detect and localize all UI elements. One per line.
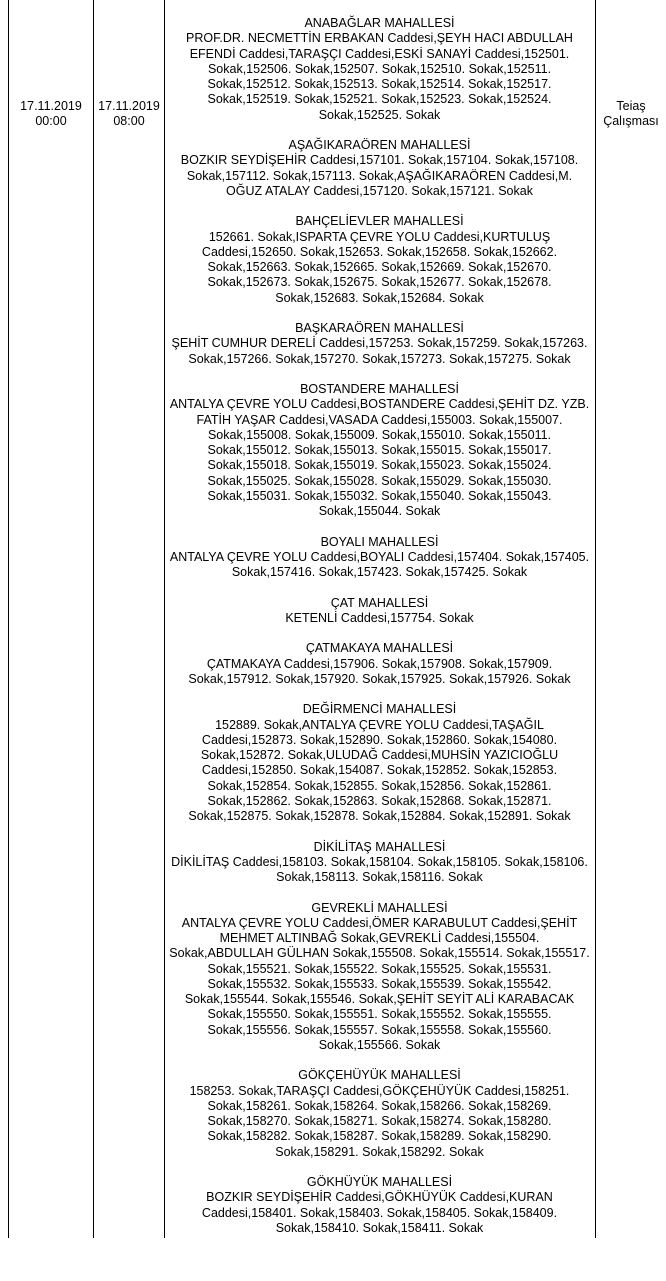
neighborhood-block — [166, 535, 593, 581]
start-time: 00:00 — [35, 114, 67, 128]
neighborhood-title: ANABAĞLAR MAHALLESİ — [304, 16, 455, 30]
neighborhood-block — [166, 901, 593, 1054]
neighborhood-block — [166, 702, 593, 824]
neighborhood-block — [166, 16, 593, 123]
neighborhood-title: DEĞİRMENCİ MAHALLESİ — [302, 702, 457, 717]
table-divider-2 — [164, 0, 165, 1238]
street-list: DİKİLİTAŞ Caddesi,158103. Sokak,158104. Sokak,158105. Sokak,158106. Sokak,158113. Sokak,158116. Sokak — [171, 854, 588, 884]
neighborhood-block — [166, 641, 593, 687]
street-list: KETENLİ Caddesi,157754. Sokak — [285, 610, 474, 625]
street-list: PROF.DR. NECMETTİN ERBAKAN Caddesi,ŞEYH HACI ABDULLAH EFENDİ Caddesi,TARAŞÇI Caddesi,ESKİ SANAYİ Caddesi,152501. Sokak,152506. Sokak,152507. Sokak,152510. Sokak,152511. Sokak,152512. Sokak,152513. Sokak,152514. Sokak,152517. Sokak,152519. Sokak,152521. Sokak,152523. Sokak,152524. Sokak,152525. Sokak — [186, 31, 573, 122]
end-date: 17.11.2019 — [98, 99, 160, 113]
street-list: BOZKIR SEYDİŞEHİR Caddesi,GÖKHÜYÜK Caddesi,KURAN Caddesi,158401. Sokak,158403. Sokak,158405. Sokak,158409. Sokak,158410. Sokak,158411. Sokak — [201, 1190, 558, 1235]
start-datetime-cell — [9, 99, 93, 129]
table-divider-3 — [595, 0, 596, 1238]
start-date: 17.11.2019 — [20, 99, 82, 113]
neighborhood-block — [166, 1068, 593, 1160]
neighborhood-block — [166, 382, 593, 519]
outage-reason: Teiaş Çalışması — [603, 99, 659, 128]
neighborhood-block — [166, 1175, 593, 1236]
neighborhood-title: GEVREKLİ MAHALLESİ — [311, 900, 448, 915]
neighborhood-block — [166, 840, 593, 886]
street-list: ANTALYA ÇEVRE YOLU Caddesi,ÖMER KARABULUT Caddesi,ŞEHİT MEHMET ALTINBAĞ Sokak,GEVREKLİ Caddesi,155504. Sokak,ABDULLAH GÜLHAN Sokak,155508. Sokak,155514. Sokak,155517. Sokak,155521. Sokak,155522. Sokak,155525. Sokak,155531. Sokak,155532. Sokak,155533. Sokak,155539. Sokak,155542. Sokak,155544. Sokak,155546. Sokak,ŞEHİT SEYİT ALİ KARABACAK Sokak,155550. Sokak,155551. Sokak,155552. Sokak,155555. Sokak,155556. Sokak,155557. Sokak,155558. Sokak,155560. Sokak,155566. Sokak — [169, 915, 590, 1052]
street-list: ÇATMAKAYA Caddesi,157906. Sokak,157908. Sokak,157909. Sokak,157912. Sokak,157920. Sokak,157925. Sokak,157926. Sokak — [188, 656, 571, 686]
neighborhood-block — [166, 596, 593, 627]
table-border-left — [8, 0, 9, 1238]
neighborhood-title: ÇATMAKAYA MAHALLESİ — [305, 641, 454, 656]
street-list: ANTALYA ÇEVRE YOLU Caddesi,BOSTANDERE Caddesi,ŞEHİT DZ. YZB. FATİH YAŞAR Caddesi,VASADA Caddesi,155003. Sokak,155007. Sokak,155008. Sokak,155009. Sokak,155010. Sokak,155011. Sokak,155012. Sokak,155013. Sokak,155015. Sokak,155017. Sokak,155018. Sokak,155019. Sokak,155023. Sokak,155024. Sokak,155025. Sokak,155028. Sokak,155029. Sokak,155030. Sokak,155031. Sokak,155032. Sokak,155040. Sokak,155043. Sokak,155044. Sokak — [169, 397, 590, 518]
street-list: ŞEHİT CUMHUR DERELİ Caddesi,157253. Sokak,157259. Sokak,157263. Sokak,157266. Sokak,157270. Sokak,157273. Sokak,157275. Sokak — [171, 336, 588, 366]
neighborhood-block — [166, 321, 593, 367]
neighborhood-title: ÇAT MAHALLESİ — [330, 595, 429, 610]
neighborhood-title: DİKİLİTAŞ MAHALLESİ — [313, 839, 446, 854]
street-list: 152661. Sokak,ISPARTA ÇEVRE YOLU Caddesi,KURTULUŞ Caddesi,152650. Sokak,152653. Sokak,152658. Sokak,152662. Sokak,152663. Sokak,152665. Sokak,152669. Sokak,152670. Sokak,152673. Sokak,152675. Sokak,152677. Sokak,152678. Sokak,152683. Sokak,152684. Sokak — [201, 229, 558, 305]
neighborhood-title: BOYALI MAHALLESİ — [320, 534, 439, 549]
neighborhood-title: GÖKÇEHÜYÜK MAHALLESİ — [298, 1068, 461, 1083]
affected-areas-cell — [166, 16, 593, 1251]
neighborhood-block — [166, 214, 593, 306]
street-list: 152889. Sokak,ANTALYA ÇEVRE YOLU Caddesi,TAŞAĞIL Caddesi,152873. Sokak,152890. Sokak,152860. Sokak,154080. Sokak,152872. Sokak,ULUDAĞ Caddesi,MUHSİN YAZICIOĞLU Caddesi,152850. Sokak,154087. Sokak,152852. Sokak,152853. Sokak,152854. Sokak,152855. Sokak,152856. Sokak,152861. Sokak,152862. Sokak,152863. Sokak,152868. Sokak,152871. Sokak,152875. Sokak,152878. Sokak,152884. Sokak,152891. Sokak — [188, 717, 571, 823]
street-list: 158253. Sokak,TARAŞÇI Caddesi,GÖKÇEHÜYÜK Caddesi,158251. Sokak,158261. Sokak,158264. Sokak,158266. Sokak,158269. Sokak,158270. Sokak,158271. Sokak,158274. Sokak,158280. Sokak,158282. Sokak,158287. Sokak,158289. Sokak,158290. Sokak,158291. Sokak,158292. Sokak — [189, 1083, 570, 1159]
neighborhood-title: AŞAĞIKARAÖREN MAHALLESİ — [288, 138, 471, 152]
neighborhood-title: GÖKHÜYÜK MAHALLESİ — [306, 1175, 453, 1189]
street-list: ANTALYA ÇEVRE YOLU Caddesi,BOYALI Caddesi,157404. Sokak,157405. Sokak,157416. Sokak,157423. Sokak,157425. Sokak — [169, 549, 590, 579]
neighborhood-title: BAHÇELİEVLER MAHALLESİ — [295, 214, 464, 229]
neighborhood-title: BOSTANDERE MAHALLESİ — [300, 382, 459, 396]
street-list: BOZKIR SEYDİŞEHİR Caddesi,157101. Sokak,157104. Sokak,157108. Sokak,157112. Sokak,157113. Sokak,AŞAĞIKARAÖREN Caddesi,M. OĞUZ ATALAY Caddesi,157120. Sokak,157121. Sokak — [180, 153, 579, 198]
end-time: 08:00 — [113, 114, 145, 128]
table-divider-1 — [93, 0, 94, 1238]
neighborhood-block — [166, 138, 593, 199]
note-cell — [596, 99, 666, 129]
end-datetime-cell — [94, 99, 164, 129]
neighborhood-title: BAŞKARAÖREN MAHALLESİ — [295, 321, 464, 335]
